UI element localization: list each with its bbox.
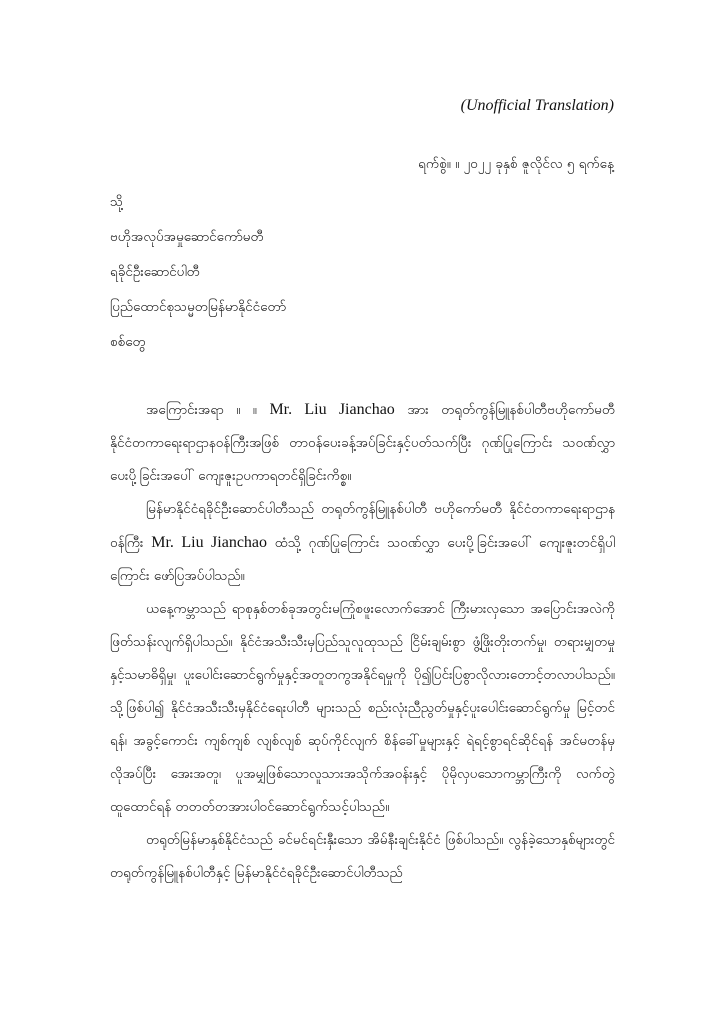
recipient-line-4: စစ်တွေ [110,334,146,350]
recipient-to: သို့ [110,194,124,210]
recipient-line-1: ဗဟိုအလုပ်အမှုဆောင်ကော်မတီ [110,229,264,245]
letter-date: ရက်စွဲ။ ။ ၂၀၂၂ ခုနှစ် ဇူလိုင်လ ၅ ရက်နေ့ [418,156,614,172]
recipient-line-2: ရခိုင်ဦးဆောင်ပါတီ [110,264,200,280]
recipient-line-3: ပြည်ထောင်စုသမ္မတမြန်မာနိုင်ငံတော် [110,299,287,315]
thanks-text-b: ထံသို့ ဂုဏ်ပြုကြောင်း သဝဏ်လွှာ ပေးပို့ခြင်းအပေါ် ကျေးဇူးတင်ရှိပါကြောင်း ဖော်ပြအပ်ပါသည်။ [110,535,616,584]
subject-person-name: Mr. Liu Jianchao [269,401,395,418]
translation-note: (Unofficial Translation) [460,97,614,114]
subject-paragraph [110,393,615,493]
paragraph-world: ယနေ့ကမ္ဘာသည် ရာစုနှစ်တစ်ခုအတွင်းမကြုံစဖူးလောက်အောင် ကြီးမားလှသော အပြောင်းအလဲကို ဖြတ်သန်းလျက်ရှိပါသည်။ နိုင်ငံအသီးသီးမှပြည်သူလူထုသည် ငြိမ်းချမ်းစွာ ဖွံ့ဖြိုးတိုးတက်မှု၊ တရားမျှတမှုနှင့်သမာဓိရှိမှု၊ ပူးပေါင်းဆောင်ရွက်မှုနှင့်အတူတကွအနိုင်ရမှုကို ပို၍ပြင်းပြစွာလိုလားတောင့်တလာပါသည်။ သို့ဖြစ်ပါ၍ နိုင်ငံအသီးသီးမှနိုင်ငံရေးပါတီ များသည် စည်းလုံးညီညွတ်မှုနှင့်ပူးပေါင်းဆောင်ရွက်မှု မြင့်တင်ရန်၊ အခွင့်ကောင်း ကျစ်ကျစ် လျစ်လျစ် ဆုပ်ကိုင်လျက် စိန်ခေါ်မှုများနှင့် ရဲရင့်စွာရင်ဆိုင်ရန် အင်မတန်မှလိုအပ်ပြီး အေးအတူ၊ ပူအမျှဖြစ်သောလူသားအသိုက်အဝန်းနှင့် ပိုမိုလှပသောကမ္ဘာကြီးကို လက်တွဲ ထူထောင်ရန် တတတ်တအားပါဝင်ဆောင်ရွက်သင့်ပါသည်။ [110,601,615,815]
subject-label: အကြောင်းအရာ ။ ။ [146,402,270,418]
thanks-person-name: Mr. Liu Jianchao [151,534,268,551]
letter-body [110,393,615,890]
thanks-text-a: မြန်မာနိုင်ငံရခိုင်ဦးဆောင်ပါတီသည် တရုတ်ကွန်မြူနစ်ပါတီ ဗဟိုကော်မတီ နိုင်ငံတကာရေးရာဌာနဝန်ကြီး [110,501,615,551]
paragraph-thanks [110,493,615,593]
subject-text: အား တရုတ်ကွန်မြူနစ်ပါတီဗဟိုကော်မတီ နိုင်ငံတကာရေးရာဌာနဝန်ကြီးအဖြစ် တာဝန်ပေးခန့်အပ်ခြင်းနှင့်ပတ်သက်ပြီး ဂုဏ်ပြုကြောင်း သဝဏ်လွှာပေးပို့ခြင်းအပေါ် ကျေးဇူးဥပကာရတင်ရှိခြင်းကိစ္စ။ [110,402,615,484]
paragraph-relations: တရုတ်မြန်မာနှစ်နိုင်ငံသည် ခင်မင်ရင်းနှီးသော အိမ်နီးချင်းနိုင်ငံ ဖြစ်ပါသည်။ လွန်ခဲ့သောနှစ်များတွင် တရုတ်ကွန်မြူနစ်ပါတီနှင့် မြန်မာနိုင်ငံရခိုင်ဦးဆောင်ပါတီသည် [110,832,615,881]
recipient-block [110,190,286,365]
